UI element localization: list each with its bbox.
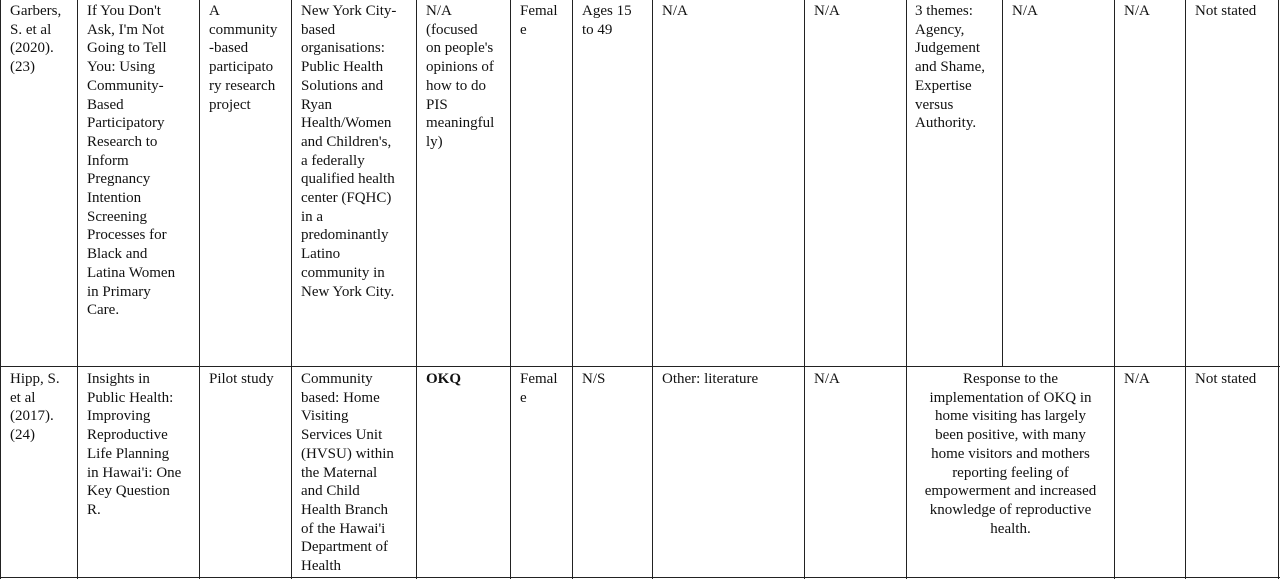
col-divider [510,0,511,579]
row2-setting: Community based: Home Visiting Services Unit (HVSU) within the Maternal and Child Health Branch of the Hawai'i Department of Health [301,371,394,575]
row1-setting: New York City- based organisations: Public Health Solutions and Ryan Health/Women and Children's, a federally qualified health center (FQHC) in a predominantly Latino community in New York City. [301,3,397,300]
col-divider [652,0,653,579]
row1-col10: 3 themes: Agency, Judgement and Shame, Expertise versus Authority. [915,3,985,132]
col-divider [572,0,573,579]
col-divider [1114,0,1115,579]
row1-design: A community -based participato ry research project [209,3,278,113]
row2-gender: Femal e [520,371,558,406]
row2-author: Hipp, S. et al (2017). (24) [10,371,60,444]
row1-col8: N/A [662,3,688,19]
row2-col9: N/A [814,371,840,387]
row2-col12: N/A [1124,371,1150,387]
row2-col10: Response to the implementation of OKQ in home visiting has largely been positive, with many home visitors and mothers reporting feeling of empowerment and increased knowledge of reproductive health. [924,371,1097,537]
row1-title: If You Don't Ask, I'm Not Going to Tell You: Using Community- Based Participatory Research to Inform Pregnancy Intention Screening Processes for Black and Latina Women in Primary Care. [87,3,176,319]
col-divider [0,0,1,579]
col-divider [1278,0,1279,579]
row2-col13: Not stated [1195,371,1257,387]
row2-tool: OKQ [426,371,462,387]
col-divider [291,0,292,579]
col-divider [804,0,805,579]
row2-design: Pilot study [209,371,274,387]
row1-author: Garbers, S. et al (2020). (23) [10,3,62,76]
row-divider [0,366,1280,367]
col-divider [1185,0,1186,579]
row2-age: N/S [582,371,606,387]
col-divider [77,0,78,579]
row1-age: Ages 15 to 49 [582,3,632,38]
row1-tool: N/A (focused on people's opinions of how to do PIS meaningful ly) [426,3,495,150]
row2-col8: Other: literature [662,371,759,387]
row1-col13: Not stated [1195,3,1257,19]
col-divider [1002,0,1003,367]
col-divider [199,0,200,579]
col-divider [416,0,417,579]
row1-col11: N/A [1012,3,1038,19]
row-divider [0,577,1280,578]
row1-col12: N/A [1124,3,1150,19]
row2-title: Insights in Public Health: Improving Reproductive Life Planning in Hawai'i: One Key Question R. [87,371,182,518]
row1-gender: Femal e [520,3,558,38]
row1-col9: N/A [814,3,840,19]
